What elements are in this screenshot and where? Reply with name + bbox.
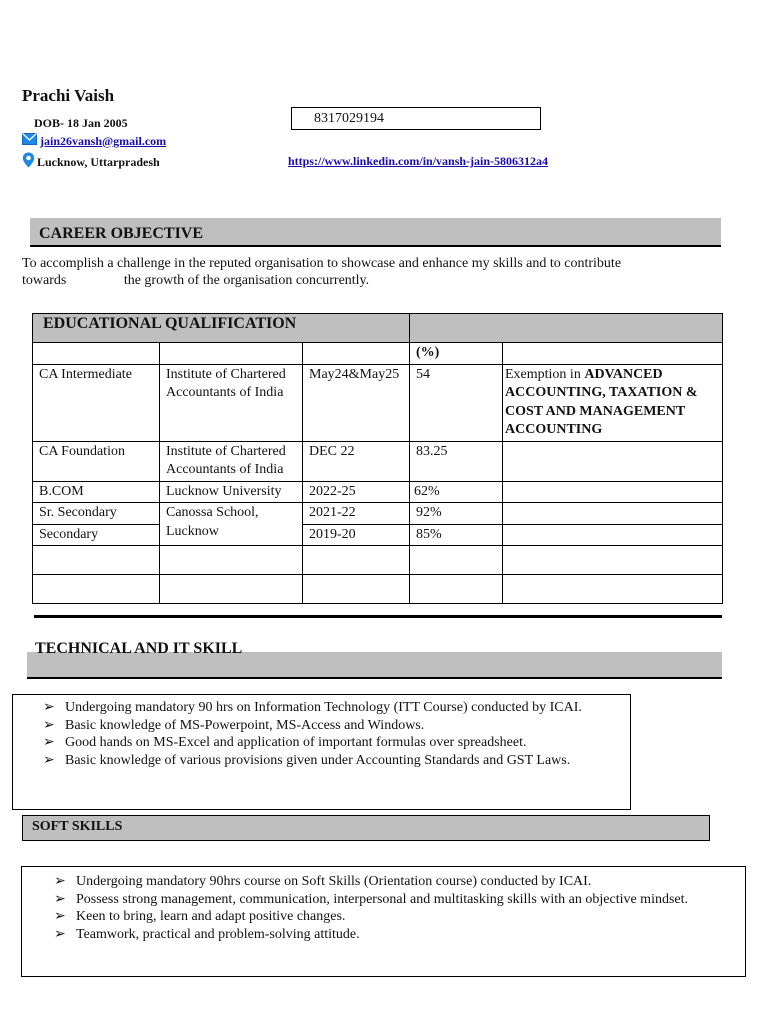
course-cell: Secondary bbox=[33, 524, 160, 546]
technical-skill-box bbox=[12, 694, 631, 810]
education-table bbox=[32, 313, 723, 604]
soft-skills-band bbox=[22, 815, 710, 841]
bullet-arrow-icon: ➢ bbox=[43, 700, 55, 715]
year-cell: 2022-25 bbox=[303, 481, 410, 503]
remark-subjects: ADVANCED ACCOUNTING, TAXATION & COST AND MANAGEMENT ACCOUNTING bbox=[505, 366, 698, 437]
score-cell: 85% bbox=[410, 524, 503, 546]
phone-number: 8317029194 bbox=[291, 107, 541, 130]
date-of-birth: DOB- 18 Jan 2005 bbox=[34, 116, 128, 130]
bullet-arrow-icon: ➢ bbox=[54, 926, 66, 942]
bullet-arrow-icon: ➢ bbox=[54, 909, 66, 924]
institute-cell: Canossa School, Lucknow bbox=[160, 503, 303, 546]
institute-cell: Lucknow University bbox=[160, 481, 303, 503]
score-cell: 54 bbox=[410, 364, 503, 441]
course-cell: Sr. Secondary bbox=[33, 503, 160, 525]
list-item: ➢ Basic knowledge of various provisions given under Accounting Standards and GST Laws. bbox=[43, 752, 571, 768]
year-cell: 2021-22 bbox=[303, 503, 410, 525]
score-cell: 83.25 bbox=[410, 441, 503, 481]
table-row bbox=[33, 503, 723, 525]
objective-line-2b: the growth of the organisation concurrently. bbox=[123, 273, 370, 288]
bullet-arrow-icon: ➢ bbox=[54, 891, 66, 907]
year-cell: May24&May25 bbox=[303, 364, 410, 441]
course-cell: B.COM bbox=[33, 481, 160, 503]
section-divider bbox=[34, 615, 722, 618]
empty-row bbox=[33, 575, 723, 604]
objective-line-2a: towards bbox=[22, 273, 67, 288]
map-pin-icon bbox=[22, 152, 35, 172]
email-link[interactable]: jain26vansh@gmail.com bbox=[40, 133, 167, 148]
percent-header: (%) bbox=[410, 343, 503, 365]
bullet-arrow-icon: ➢ bbox=[54, 874, 66, 889]
list-item: ➢ Teamwork, practical and problem-solving attitude. bbox=[54, 926, 360, 942]
course-cell: CA Foundation bbox=[33, 441, 160, 481]
soft-skills-heading: SOFT SKILLS bbox=[32, 819, 123, 834]
table-row bbox=[33, 441, 723, 481]
year-cell: DEC 22 bbox=[303, 441, 410, 481]
table-row bbox=[33, 364, 723, 441]
table-row bbox=[33, 524, 723, 546]
education-heading: EDUCATIONAL QUALIFICATION bbox=[33, 314, 410, 343]
bullet-arrow-icon: ➢ bbox=[43, 752, 55, 768]
institute-cell: Institute of Chartered Accountants of India bbox=[160, 364, 303, 441]
list-item: ➢ Undergoing mandatory 90 hrs on Information Technology (ITT Course) conducted by ICAI. bbox=[43, 700, 582, 715]
technical-skill-list bbox=[13, 695, 630, 769]
email-row bbox=[22, 133, 166, 149]
score-cell: 92% bbox=[410, 503, 503, 525]
location-text: Lucknow, Uttarpradesh bbox=[37, 154, 160, 169]
score-cell: 62% bbox=[410, 481, 503, 503]
objective-line-1: To accomplish a challenge in the reputed organisation to showcase and enhance my skills and to contribute bbox=[22, 256, 622, 271]
bullet-arrow-icon: ➢ bbox=[43, 717, 55, 733]
bullet-arrow-icon: ➢ bbox=[43, 735, 55, 750]
soft-skills-list bbox=[22, 867, 745, 943]
envelope-icon bbox=[22, 133, 37, 149]
candidate-name: Prachi Vaish bbox=[22, 86, 115, 105]
career-objective-text bbox=[22, 255, 682, 289]
remark-cell bbox=[503, 364, 723, 441]
list-item: ➢ Undergoing mandatory 90hrs course on Soft Skills (Orientation course) conducted by ICAI. bbox=[54, 874, 592, 889]
empty-row bbox=[33, 546, 723, 575]
list-item: ➢ Possess strong management, communication, interpersonal and multitasking skills with an objective mindset. bbox=[54, 891, 689, 907]
career-objective-heading: CAREER OBJECTIVE bbox=[39, 225, 204, 242]
remark-prefix: Exemption in bbox=[505, 366, 585, 382]
linkedin-link[interactable]: https://www.linkedin.com/in/vansh-jain-5806312a4 bbox=[288, 154, 549, 168]
list-item: ➢ Good hands on MS-Excel and application of important formulas over spreadsheet. bbox=[43, 735, 527, 750]
technical-skill-heading: TECHNICAL AND IT SKILL bbox=[35, 640, 243, 657]
soft-skills-box bbox=[21, 866, 746, 977]
institute-cell: Institute of Chartered Accountants of India bbox=[160, 441, 303, 481]
list-item: ➢ Basic knowledge of MS-Powerpoint, MS-Access and Windows. bbox=[43, 717, 425, 733]
list-item: ➢ Keen to bring, learn and adapt positive changes. bbox=[54, 909, 346, 924]
location-row bbox=[22, 152, 160, 172]
year-cell: 2019-20 bbox=[303, 524, 410, 546]
table-row bbox=[33, 481, 723, 503]
course-cell: CA Intermediate bbox=[33, 364, 160, 441]
